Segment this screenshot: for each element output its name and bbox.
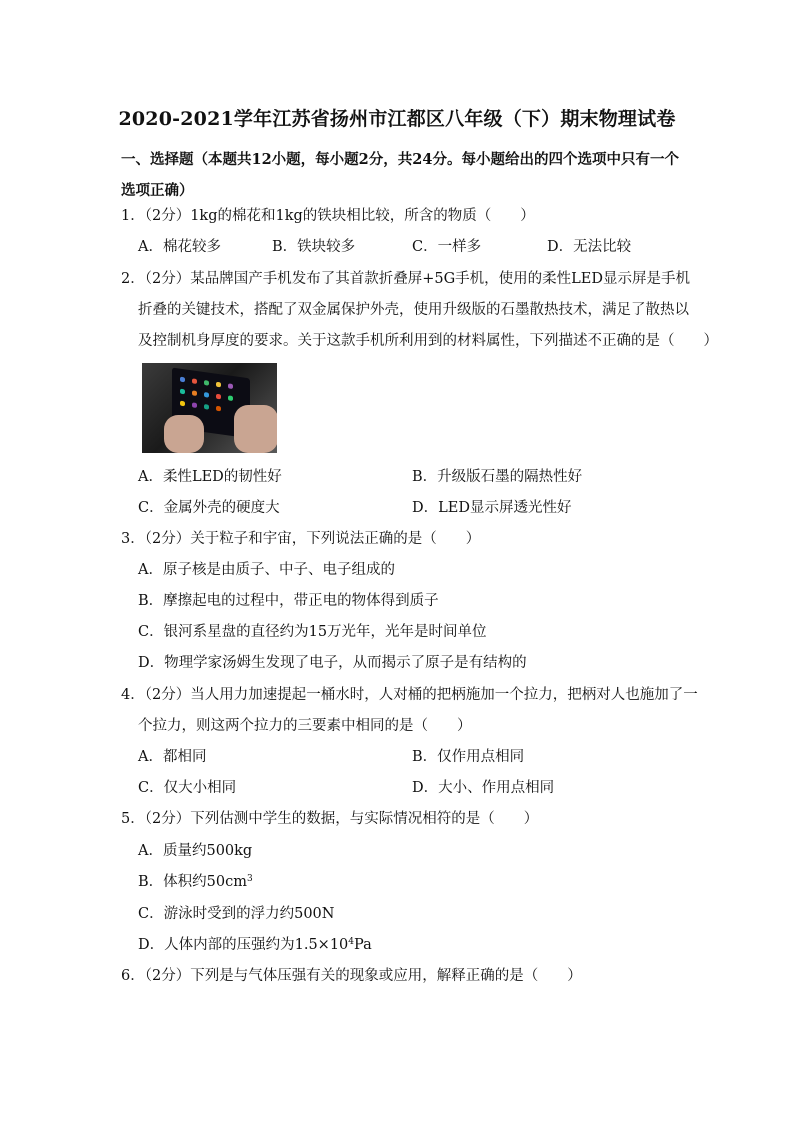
question-2-line-1: 2．（2分）某品牌国产手机发布了其首款折叠屏+5G手机，使用的柔性LED显示屏是手机: [121, 271, 690, 287]
q3-option-a: A．原子核是由质子、中子、电子组成的: [138, 562, 395, 578]
q1-option-a: A．棉花较多: [138, 239, 221, 255]
q5-option-c: C．游泳时受到的浮力约500N: [138, 906, 335, 922]
q4-option-a: A．都相同: [138, 749, 207, 765]
question-3-stem: 3．（2分）关于粒子和宇宙，下列说法正确的是（ ）: [121, 531, 481, 547]
foldable-phone-photo: [142, 363, 277, 453]
q1-option-b: B．铁块较多: [272, 239, 356, 255]
q5-option-d-unit: Pa: [354, 937, 372, 953]
q4-option-c: C．仅大小相同: [138, 780, 237, 796]
q5-option-b: [138, 873, 253, 891]
question-1-stem: 1．（2分）1kg的棉花和1kg的铁块相比较，所含的物质（ ）: [121, 208, 535, 224]
question-4-line-1: 4．（2分）当人用力加速提起一桶水时，人对桶的把柄施加一个拉力，把柄对人也施加了一: [121, 687, 698, 703]
q2-option-d: D．LED显示屏透光性好: [412, 500, 572, 516]
q3-option-b: B．摩擦起电的过程中，带正电的物体得到质子: [138, 593, 439, 609]
q5-option-d-text: D．人体内部的压强约为1.5×10: [138, 937, 349, 953]
q5-option-d: [138, 936, 372, 954]
page-title: 2020-2021学年江苏省扬州市江都区八年级（下）期末物理试卷: [118, 108, 676, 130]
q5-option-d-exponent: 4: [348, 937, 355, 947]
question-2-line-2: 折叠的关键技术，搭配了双金属保护外壳，使用升级版的石墨散热技术，满足了散热以: [138, 302, 689, 318]
q5-option-b-text: B．体积约50cm: [138, 874, 247, 890]
q1-option-c: C．一样多: [412, 239, 482, 255]
q2-option-b: B．升级版石墨的隔热性好: [412, 469, 583, 485]
question-4-line-2: 个拉力，则这两个拉力的三要素中相同的是（ ）: [138, 718, 472, 734]
q4-option-d: D．大小、作用点相同: [412, 780, 555, 796]
q4-option-b: B．仅作用点相同: [412, 749, 525, 765]
q5-option-a: A．质量约500kg: [138, 843, 253, 859]
q2-option-c: C．金属外壳的硬度大: [138, 500, 280, 516]
question-2-line-3: 及控制机身厚度的要求。关于这款手机所利用到的材料属性，下列描述不正确的是（ ）: [138, 333, 718, 349]
q3-option-d: D．物理学家汤姆生发现了电子，从而揭示了原子是有结构的: [138, 655, 527, 671]
q3-option-c: C．银河系星盘的直径约为15万光年，光年是时间单位: [138, 624, 487, 640]
q2-option-a: A．柔性LED的韧性好: [138, 469, 282, 485]
question-5-stem: 5．（2分）下列估测中学生的数据，与实际情况相符的是（ ）: [121, 811, 539, 827]
section-heading: 一、选择题（本题共12小题，每小题2分，共24分。每小题给出的四个选项中只有一个选项正确）: [121, 151, 679, 199]
question-6-stem: 6．（2分）下列是与气体压强有关的现象或应用，解释正确的是（ ）: [121, 968, 582, 984]
q5-option-b-exponent: 3: [246, 874, 253, 884]
q1-option-d: D．无法比较: [547, 239, 632, 255]
